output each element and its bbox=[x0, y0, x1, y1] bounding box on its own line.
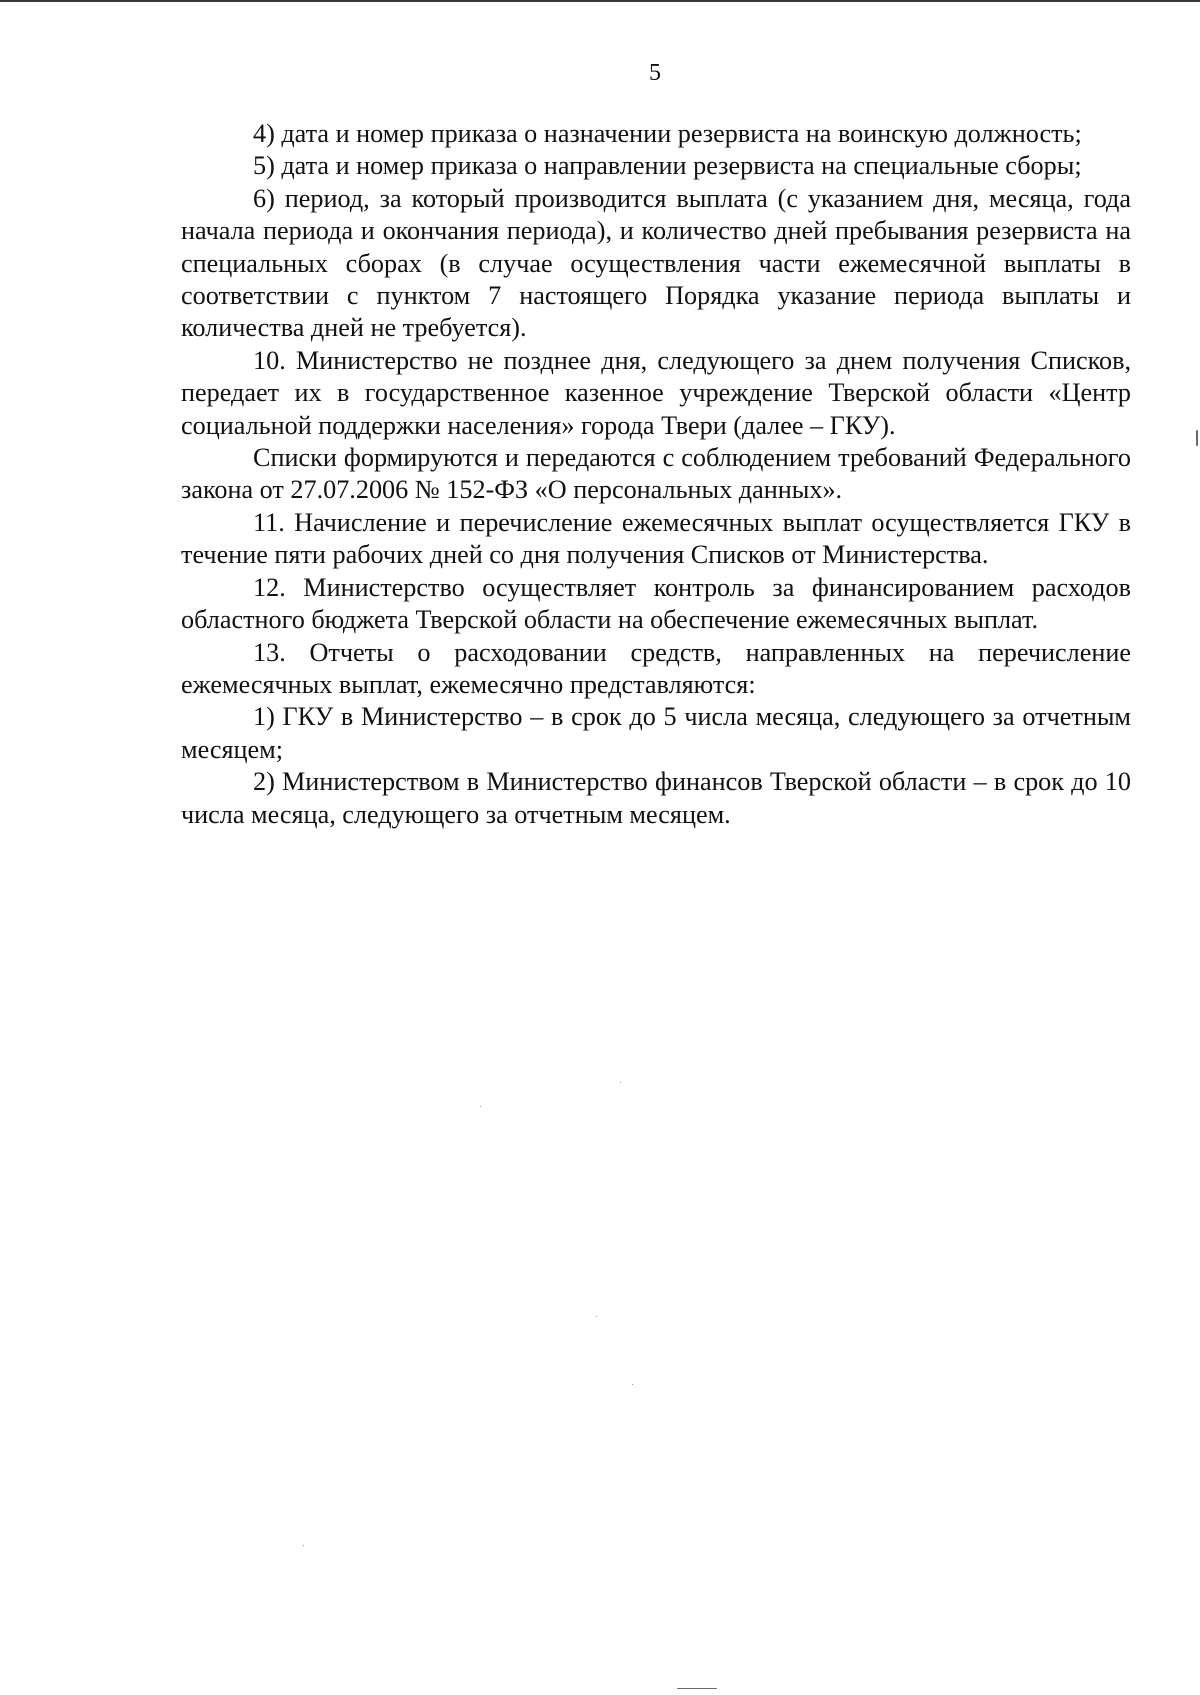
scan-speck bbox=[596, 1316, 597, 1317]
scan-speck bbox=[303, 1545, 304, 1546]
clause-11: 11. Начисление и перечисление ежемесячных выплат осуществляется ГКУ в течение пяти рабочих дней со дня получения Списков от Министерства. bbox=[181, 507, 1131, 570]
list-item-5: 5) дата и номер приказа о направлении резервиста на специальные сборы; bbox=[253, 151, 1082, 181]
page-number: 5 bbox=[649, 60, 661, 86]
clause-13-item-1: 1) ГКУ в Министерство – в срок до 5 числа месяца, следующего за отчетным месяцем; bbox=[181, 702, 1131, 764]
list-item-6: 6) период, за который производится выплата (с указанием дня, месяца, года начала периода и окончания периода), и количество дней пребывания резервиста на специальных сборах (в случае осуществления части ежемесячной выплаты в соответствии с пунктом 7 настоящего Порядка указание периода выплаты и количества дней не требуется). bbox=[181, 183, 1131, 343]
scan-speck bbox=[480, 1106, 481, 1107]
scan-speck bbox=[632, 1384, 633, 1385]
clause-10-continuation: Списки формируются и передаются с соблюдением требований Федерального закона от 27.07.2006 № 152-ФЗ «О персональных данных». bbox=[181, 443, 1131, 505]
scan-top-edge bbox=[0, 0, 1200, 2]
scan-speck bbox=[677, 1688, 717, 1689]
scan-speck bbox=[620, 1082, 621, 1083]
clause-10: 10. Министерство не позднее дня, следующего за днем получения Списков, передает их в государственное казенное учреждение Тверской области «Центр социальной поддержки населения» города Твери (далее – ГКУ). bbox=[181, 345, 1131, 440]
clause-13: 13. Отчеты о расходовании средств, направленных на перечисление ежемесячных выплат, ежемесячно представляются: bbox=[181, 637, 1131, 699]
scan-speck bbox=[1196, 430, 1198, 446]
clause-12: 12. Министерство осуществляет контроль за финансированием расходов областного бюджета Тверской области на обеспечение ежемесячных выплат. bbox=[181, 572, 1131, 635]
clause-13-item-2: 2) Министерством в Министерство финансов Тверской области – в срок до 10 числа месяца, следующего за отчетным месяцем. bbox=[181, 767, 1131, 829]
list-item-4: 4) дата и номер приказа о назначении резервиста на воинскую должность; bbox=[253, 119, 1082, 148]
document-body bbox=[181, 118, 1131, 831]
